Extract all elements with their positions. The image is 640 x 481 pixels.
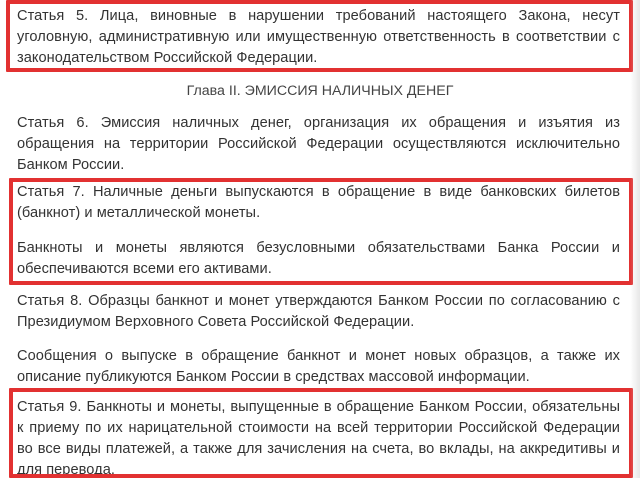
article-8-paragraph-1: Статья 8. Образцы банкнот и монет утверждаются Банком России по согласованию с Президиумом Верховного Совета Российской Федерации. bbox=[17, 293, 620, 330]
page-edge-shadow bbox=[630, 0, 640, 478]
highlight-box-article-5 bbox=[6, 0, 633, 72]
article-5: Статья 5. Лица, виновные в нарушении требований настоящего Закона, несут уголовную, административную или имущественную ответственность в соответствии с законодательством Российской Федерации. bbox=[17, 8, 620, 66]
article-7-paragraph-2: Банкноты и монеты являются безусловными обязательствами Банка России и обеспечиваются всеми его активами. bbox=[17, 240, 620, 277]
article-8-paragraph-2: Сообщения о выпуске в обращение банкнот и монет новых образцов, а также их описание публикуются Банком России в средствах массовой информации. bbox=[17, 348, 620, 385]
article-6: Статья 6. Эмиссия наличных денег, организация их обращения и изъятия из обращения на территории Российской Федерации осуществляются исключительно Банком России. bbox=[17, 115, 620, 173]
highlight-box-article-9 bbox=[9, 388, 633, 478]
highlight-box-article-7 bbox=[9, 178, 633, 285]
article-9: Статья 9. Банкноты и монеты, выпущенные в обращение Банком России, обязательны к приему по их нарицательной стоимости на всей территории Российской Федерации во все виды платежей, а также для зачисления на счета, во вклады, на аккредитивы и для перевода. bbox=[17, 399, 620, 478]
article-7-paragraph-1: Статья 7. Наличные деньги выпускаются в обращение в виде банковских билетов (банкнот) и металлической монеты. bbox=[17, 184, 620, 221]
chapter-heading: Глава II. ЭМИССИЯ НАЛИЧНЫХ ДЕНЕГ bbox=[186, 83, 454, 99]
